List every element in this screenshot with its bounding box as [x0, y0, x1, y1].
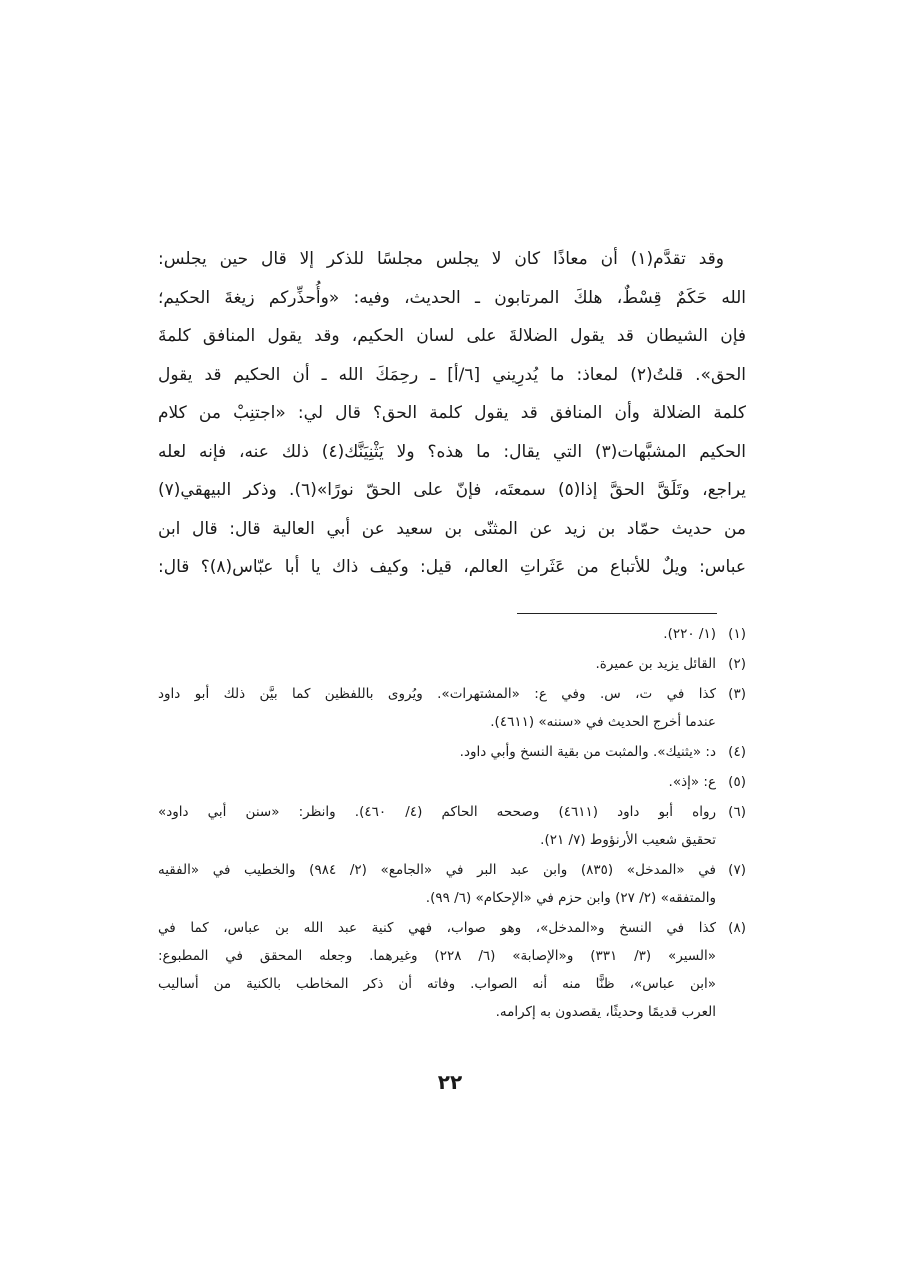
footnote-6: [158, 798, 746, 854]
footnote-body: [158, 768, 716, 796]
footnote-body: [158, 914, 716, 1026]
footnote-4: [158, 738, 746, 766]
footnote-line: «ابن عباس»، ظنًّا منه أنه الصواب. وفاته أن ذكر المخاطب بالكنية من أساليب: [158, 976, 716, 992]
footnote-line: تحقيق شعيب الأرنؤوط (٧/ ٢١).: [540, 832, 716, 848]
footnote-line: رواه أبو داود (٤٦١١) وصححه الحاكم (٤/ ٤٦٠). وانظر: «سنن أبي داود»: [158, 804, 716, 820]
footnote-number: (٢): [728, 656, 746, 672]
footnote-3: [158, 680, 746, 736]
footnote-number: (٣): [728, 686, 746, 702]
footnote-1: [158, 620, 746, 648]
footnote-number: (٤): [728, 744, 746, 760]
main-text-line: من حديث حمّاد بن زيد عن المثنّى بن سعيد عن أبي العالية قال: قال ابن: [158, 518, 746, 539]
main-text-line: الحكيم المشبَّهات(٣) التي يقال: ما هذه؟ ولا يَثْنِيَنَّك(٤) ذلك عنه، فإنه لعله: [158, 441, 746, 462]
footnote-7: [158, 856, 746, 912]
main-text-line: فإن الشيطان قد يقول الضلالةَ على لسان الحكيم، وقد يقول المنافق كلمةَ: [158, 326, 746, 346]
footnote-8: [158, 914, 746, 1026]
footnote-line: (١/ ٢٢٠).: [663, 626, 716, 642]
footnote-body: [158, 680, 716, 736]
footnote-line: في «المدخل» (٨٣٥) وابن عبد البر في «الجامع» (٢/ ٩٨٤) والخطيب في «الفقيه: [158, 862, 716, 878]
footnote-body: [158, 856, 716, 912]
footnote-5: [158, 768, 746, 796]
main-text-line: عباس: ويلٌ للأتباع من عَثَراتِ العالم، قيل: وكيف ذاك يا أبا عبّاس(٨)؟ قال:: [158, 557, 746, 577]
footnote-line: «السير» (٣/ ٣٣١) و«الإصابة» (٦/ ٢٢٨) وغيرهما. وجعله المحقق في المطبوع:: [158, 948, 716, 964]
page-number: ٢٢: [437, 1070, 463, 1094]
footnote-body: [158, 620, 716, 648]
main-text-line: الحق». قلتُ(٢) لمعاذ: ما يُدرِيني [٦/أ] ـ رحِمَكَ الله ـ أن الحكيم قد يقول: [158, 364, 746, 385]
footnote-2: [158, 650, 746, 678]
footnote-number: (٥): [728, 774, 746, 790]
footnotes-section: [158, 620, 746, 1028]
footnote-line: ع: «إذ».: [668, 774, 716, 790]
main-text-line: كلمة الضلالة وأن المنافق قد يقول كلمة الحق؟ قال لي: «اجتنِبْ من كلام: [158, 403, 746, 423]
footnote-line: والمتفقه» (٢/ ٢٧) وابن حزم في «الإحكام» (٦/ ٩٩).: [425, 890, 716, 906]
footnote-body: [158, 738, 716, 766]
footnote-number: (١): [728, 626, 746, 642]
footnote-number: (٧): [728, 862, 746, 878]
footnote-line: كذا في ت، س. وفي ع: «المشتهرات». ويُروى باللفظين كما بيَّن ذلك أبو داود: [158, 686, 716, 702]
main-text-line: وقد تقدَّم(١) أن معاذًا كان لا يجلس مجلسًا للذكر إلا قال حين يجلس:: [158, 249, 724, 269]
footnote-body: [158, 798, 716, 854]
footnote-line: عندما أخرج الحديث في «سننه» (٤٦١١).: [490, 714, 716, 730]
footnote-line: القائل يزيد بن عميرة.: [595, 656, 716, 672]
footnote-line: العرب قديمًا وحديثًا، يقصدون به إكرامه.: [495, 1004, 716, 1020]
footnote-body: [158, 650, 716, 678]
main-text-line: الله حَكَمٌ قِسْطٌ، هلكَ المرتابون ـ الحديث، وفيه: «وأُحذِّركم زيغةَ الحكيم؛: [158, 287, 746, 308]
footnote-line: د: «يثنيك». والمثبت من بقية النسخ وأبي داود.: [459, 744, 716, 760]
footnote-line: كذا في النسخ و«المدخل»، وهو صواب، فهي كنية عبد الله بن عباس، كما في: [158, 920, 716, 936]
main-text-block: [158, 240, 746, 587]
main-text-line: يراجع، وتَلَقَّ الحقَّ إذا(٥) سمعتَه، فإنّ على الحقّ نورًا»(٦). وذكر البيهقي(٧): [158, 480, 746, 500]
footnote-number: (٦): [728, 804, 746, 820]
footnote-separator: [517, 613, 717, 614]
footnote-number: (٨): [728, 920, 746, 936]
